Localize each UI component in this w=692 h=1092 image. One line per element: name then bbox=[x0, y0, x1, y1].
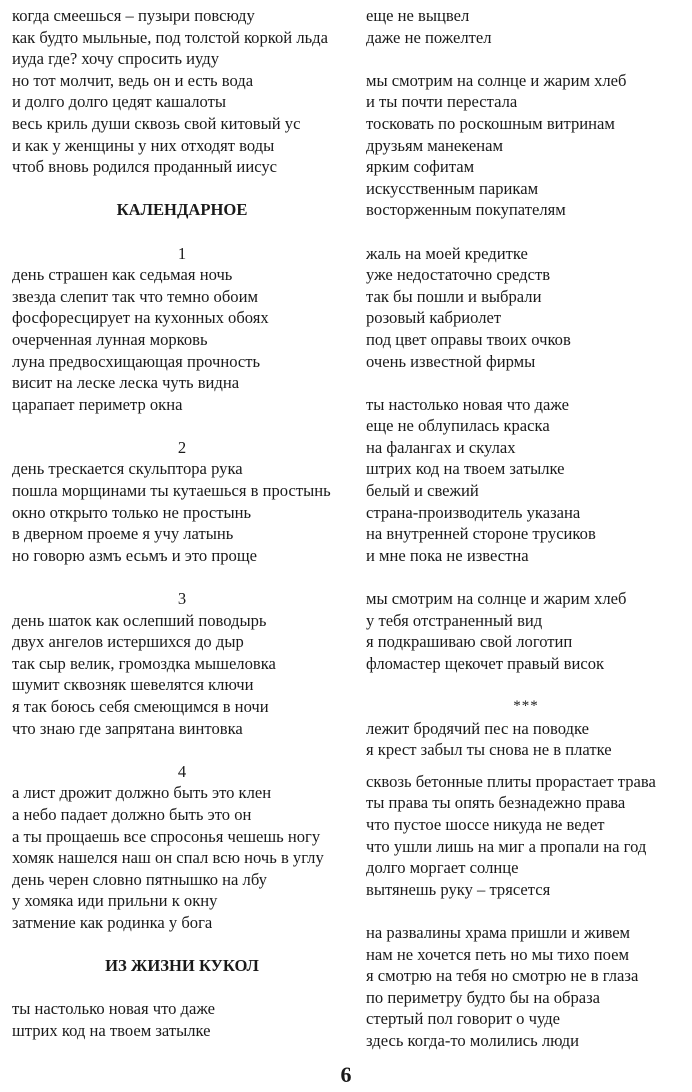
verse-line: фломастер щекочет правый висок bbox=[366, 653, 605, 673]
verse-line: что пустое шоссе никуда не ведет bbox=[366, 814, 605, 834]
verse-line: мы смотрим на солнце и жарим хлеб bbox=[366, 70, 627, 90]
verse-line: но тот молчит, ведь он и есть вода bbox=[12, 70, 254, 90]
verse-line: штрих код на твоем затылке bbox=[366, 459, 565, 479]
verse-line: затмение как родинка у бога bbox=[12, 912, 213, 932]
heading-dolls: ИЗ ЖИЗНИ КУКОЛ bbox=[105, 956, 259, 976]
verse-line: фосфоресцирует на кухонных обоях bbox=[12, 308, 269, 328]
right-column bbox=[366, 5, 686, 1052]
stanza-a bbox=[366, 5, 686, 48]
verse-line: по периметру будто бы на образа bbox=[366, 987, 601, 1007]
stanza-intro bbox=[12, 5, 352, 178]
section-4-stanza bbox=[12, 782, 352, 933]
verse-line: шумит сквозняк шевелятся ключи bbox=[12, 675, 254, 695]
verse-line: а небо падает должно быть это он bbox=[12, 804, 252, 824]
section-1-stanza bbox=[12, 264, 352, 415]
verse-line: еще не выцвел bbox=[366, 6, 470, 25]
verse-line: а лист дрожит должно быть это клен bbox=[12, 783, 272, 803]
verse-line: у хомяка иди прильни к окну bbox=[12, 891, 218, 911]
heading-calendar: КАЛЕНДАРНОЕ bbox=[116, 200, 248, 220]
verse-line: день черен словно пятнышко на лбу bbox=[12, 869, 267, 889]
verse-line: и ты почти перестала bbox=[366, 92, 518, 112]
section-3-stanza bbox=[12, 610, 352, 740]
verse-line: окно открыто только не простынь bbox=[12, 502, 252, 522]
verse-line: царапает периметр окна bbox=[12, 394, 183, 414]
verse-line: белый и свежий bbox=[366, 481, 479, 501]
section-2-stanza bbox=[12, 458, 352, 566]
verse-line: день трескается скульптора рука bbox=[12, 459, 243, 479]
stanza-d bbox=[366, 394, 686, 567]
verse-line: пошла морщинами ты кутаешься в простынь bbox=[12, 481, 331, 501]
verse-line: и как у женщины у них отходят воды bbox=[12, 135, 275, 155]
verse-line: у тебя отстраненный вид bbox=[366, 610, 543, 630]
verse-line: как будто мыльные, под толстой коркой льда bbox=[12, 27, 328, 47]
verse-line: но говорю азмъ есьмъ и это проще bbox=[12, 545, 257, 565]
stanza-b bbox=[366, 70, 686, 221]
stanza-c bbox=[366, 243, 686, 373]
verse-line: стертый пол говорит о чуде bbox=[366, 1009, 561, 1029]
verse-line: ты настолько новая что даже bbox=[366, 394, 569, 414]
verse-line: даже не пожелтел bbox=[366, 27, 492, 47]
verse-line: звезда слепит так что темно обоим bbox=[12, 286, 258, 306]
verse-line: ты настолько новая что даже bbox=[12, 999, 215, 1019]
section-separator: *** bbox=[513, 698, 539, 714]
verse-line: двух ангелов истершихся до дыр bbox=[12, 632, 244, 652]
verse-line: висит на леске леска чуть видна bbox=[12, 373, 240, 393]
verse-line: я так боюсь себя смеющимся в ночи bbox=[12, 697, 269, 716]
verse-line: на внутренней стороне трусиков bbox=[366, 524, 596, 544]
verse-line: уже недостаточно средств bbox=[366, 265, 551, 285]
dolls-stanza-start bbox=[12, 998, 352, 1041]
verse-line: когда смеешься – пузыри повсюду bbox=[12, 6, 255, 25]
verse-line: иуда где? хочу спросить иуду bbox=[12, 49, 220, 69]
verse-line: розовый кабриолет bbox=[366, 308, 502, 328]
verse-line: друзьям манекенам bbox=[366, 135, 503, 155]
verse-line: очень известной фирмы bbox=[366, 351, 536, 371]
verse-line: так сыр велик, громоздка мышеловка bbox=[12, 653, 276, 673]
verse-line: что знаю где запрятана винтовка bbox=[12, 718, 243, 738]
verse-line: я крест забыл ты снова не в платке bbox=[366, 740, 612, 760]
verse-line: что ушли лишь на миг а пропали на год bbox=[366, 836, 647, 856]
verse-line: я смотрю на тебя но смотрю не в глаза bbox=[366, 966, 639, 986]
verse-line: нам не хочется петь но мы тихо поем bbox=[366, 944, 629, 964]
verse-line: день шаток как ослепший поводырь bbox=[12, 610, 267, 630]
verse-line: очерченная лунная морковь bbox=[12, 329, 208, 349]
verse-line: мы смотрим на солнце и жарим хлеб bbox=[366, 589, 627, 609]
verse-line: сквозь бетонные плиты прорастает трава bbox=[366, 771, 656, 791]
section-number-4: 4 bbox=[177, 761, 187, 781]
verse-line: в дверном проеме я учу латынь bbox=[12, 524, 234, 544]
verse-line: ярким софитам bbox=[366, 157, 475, 177]
verse-line: на фалангах и скулах bbox=[366, 437, 516, 457]
verse-line: жаль на моей кредитке bbox=[366, 243, 528, 263]
verse-line: здесь когда-то молились люди bbox=[366, 1030, 580, 1050]
left-column bbox=[12, 5, 352, 1042]
verse-line: под цвет оправы твоих очков bbox=[366, 329, 571, 349]
verse-line: тосковать по роскошным витринам bbox=[366, 113, 615, 133]
verse-line: хомяк нашелся наш он спал всю ночь в углу bbox=[12, 848, 324, 868]
section-number-1: 1 bbox=[177, 243, 187, 263]
stanza-f bbox=[366, 718, 686, 761]
verse-line: штрих код на твоем затылке bbox=[12, 1020, 211, 1040]
verse-line: чтоб вновь родился проданный иисус bbox=[12, 157, 278, 177]
verse-line: и мне пока не известна bbox=[366, 545, 529, 565]
verse-line: еще не облупилась краска bbox=[366, 416, 550, 436]
stanza-h bbox=[366, 922, 686, 1052]
verse-line: и долго долго цедят кашалоты bbox=[12, 92, 227, 112]
verse-line: а ты прощаешь все спросонья чешешь ногу bbox=[12, 826, 321, 846]
verse-line: на развалины храма пришли и живем bbox=[366, 922, 631, 942]
verse-line: вытянешь руку – трясется bbox=[366, 879, 551, 899]
verse-line: весь криль души сквозь свой китовый ус bbox=[12, 113, 301, 133]
verse-line: день страшен как седьмая ночь bbox=[12, 265, 233, 285]
stanza-e bbox=[366, 588, 686, 674]
section-number-2: 2 bbox=[177, 437, 187, 457]
page-number: 6 bbox=[340, 1062, 352, 1087]
section-number-3: 3 bbox=[177, 589, 187, 609]
stanza-g bbox=[366, 771, 686, 901]
verse-line: луна предвосхищающая прочность bbox=[12, 351, 261, 371]
verse-line: страна-производитель указана bbox=[366, 502, 581, 522]
verse-line: восторженным покупателям bbox=[366, 200, 566, 220]
verse-line: долго моргает солнце bbox=[366, 858, 519, 878]
verse-line: искусственным парикам bbox=[366, 178, 539, 198]
verse-line: лежит бродячий пес на поводке bbox=[366, 718, 590, 738]
verse-line: я подкрашиваю свой логотип bbox=[366, 632, 573, 652]
verse-line: ты права ты опять безнадежно права bbox=[366, 793, 626, 813]
verse-line: так бы пошли и выбрали bbox=[366, 286, 542, 306]
